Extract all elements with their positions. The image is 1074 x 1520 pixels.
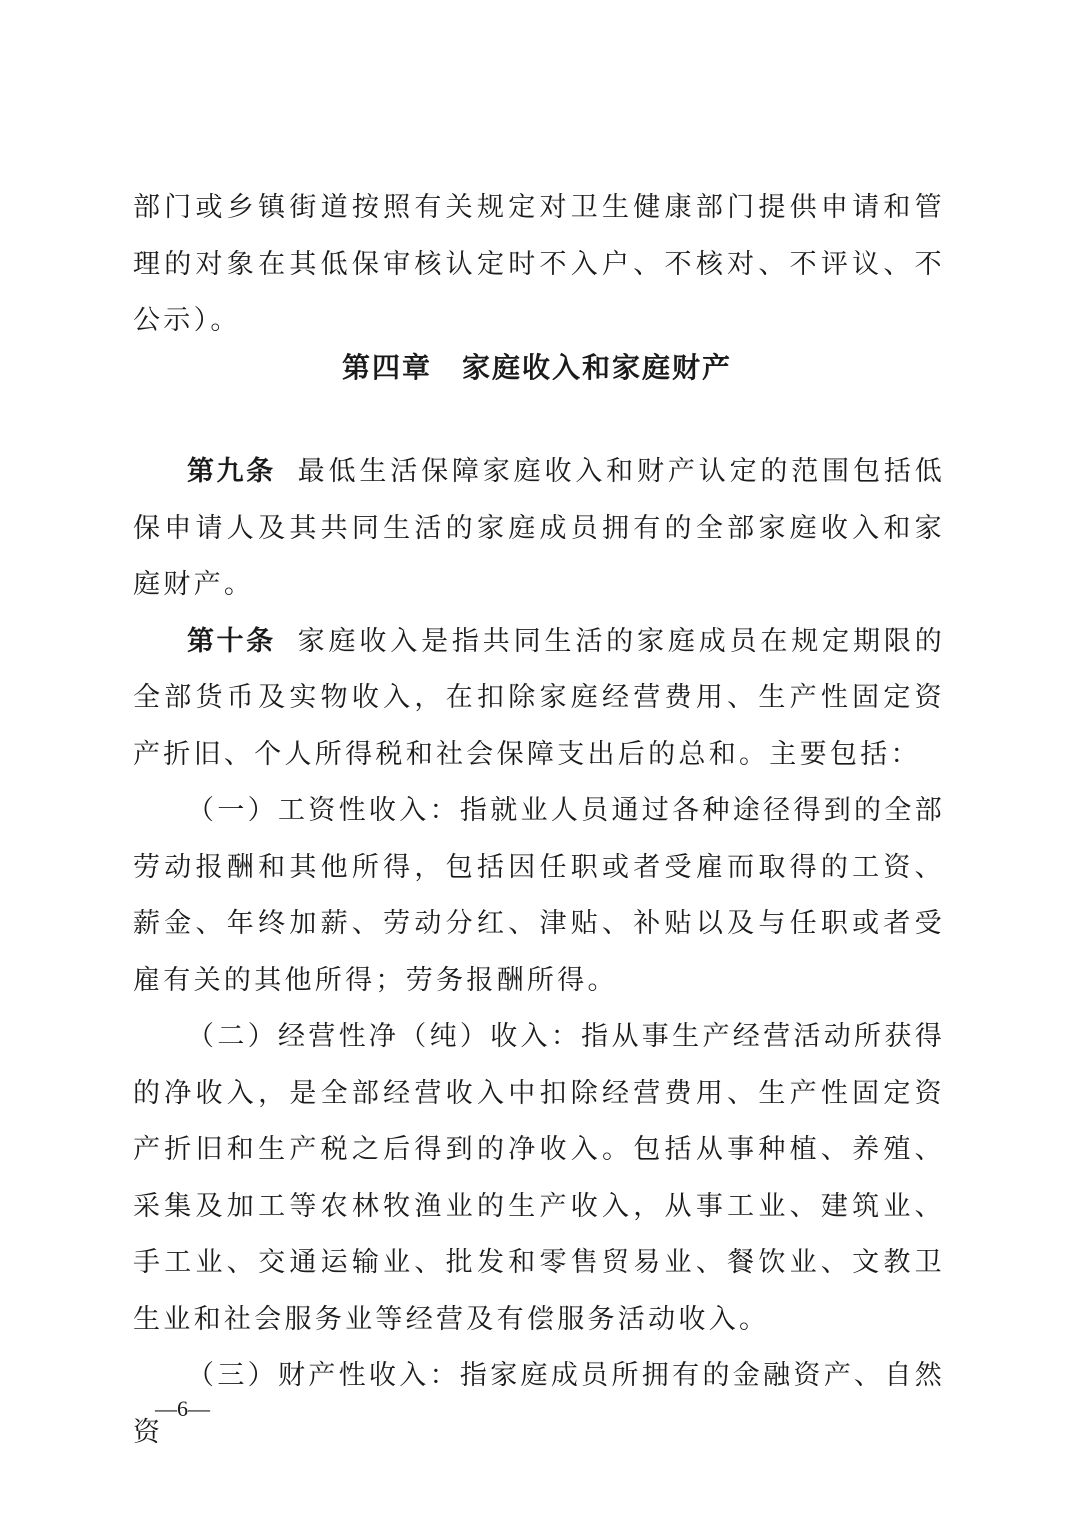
article-title: 第十条	[187, 625, 276, 657]
continuation-paragraph: 部门或乡镇街道按照有关规定对卫生健康部门提供申请和管理的对象在其低保审核认定时不入户、不核对、不评议、不公示）。	[133, 192, 945, 336]
page-number: —6—	[155, 1396, 210, 1421]
chapter-number: 第四章	[341, 351, 432, 384]
article-text: 家庭收入是指共同生活的家庭成员在规定期限的全部货币及实物收入，在扣除家庭经营费用、生产性固定资产折旧、个人所得税和社会保障支出后的总和。主要包括：	[133, 625, 945, 770]
article-text: 最低生活保障家庭收入和财产认定的范围包括低保申请人及其共同生活的家庭成员拥有的全部家庭收入和家庭财产。	[133, 456, 945, 600]
articles-block	[133, 444, 945, 1461]
list-item: （二）经营性净（纯）收入：指从事生产经营活动所获得的净收入，是全部经营收入中扣除经营费用、生产性固定资产折旧和生产税之后得到的净收入。包括从事种植、养殖、采集及加工等农林牧渔业的生产收入，从事工业、建筑业、手工业、交通运输业、批发和零售贸易业、餐饮业、文教卫生业和社会服务业等经营及有偿服务活动收入。	[133, 1021, 945, 1335]
continuation-block	[133, 180, 945, 350]
chapter-title: 家庭收入和家庭财产	[462, 351, 733, 384]
article-10	[133, 614, 945, 784]
chapter-heading	[0, 346, 1074, 386]
list-item: （一）工资性收入：指就业人员通过各种途径得到的全部劳动报酬和其他所得，包括因任职或者受雇而取得的工资、薪金、年终加薪、劳动分红、津贴、补贴以及与任职或者受雇有关的其他所得；劳务报酬所得。	[133, 795, 945, 996]
article-title: 第九条	[187, 456, 276, 487]
article-9	[133, 444, 945, 614]
list-item: （三）财产性收入：指家庭成员所拥有的金融资产、自然资	[133, 1360, 945, 1448]
